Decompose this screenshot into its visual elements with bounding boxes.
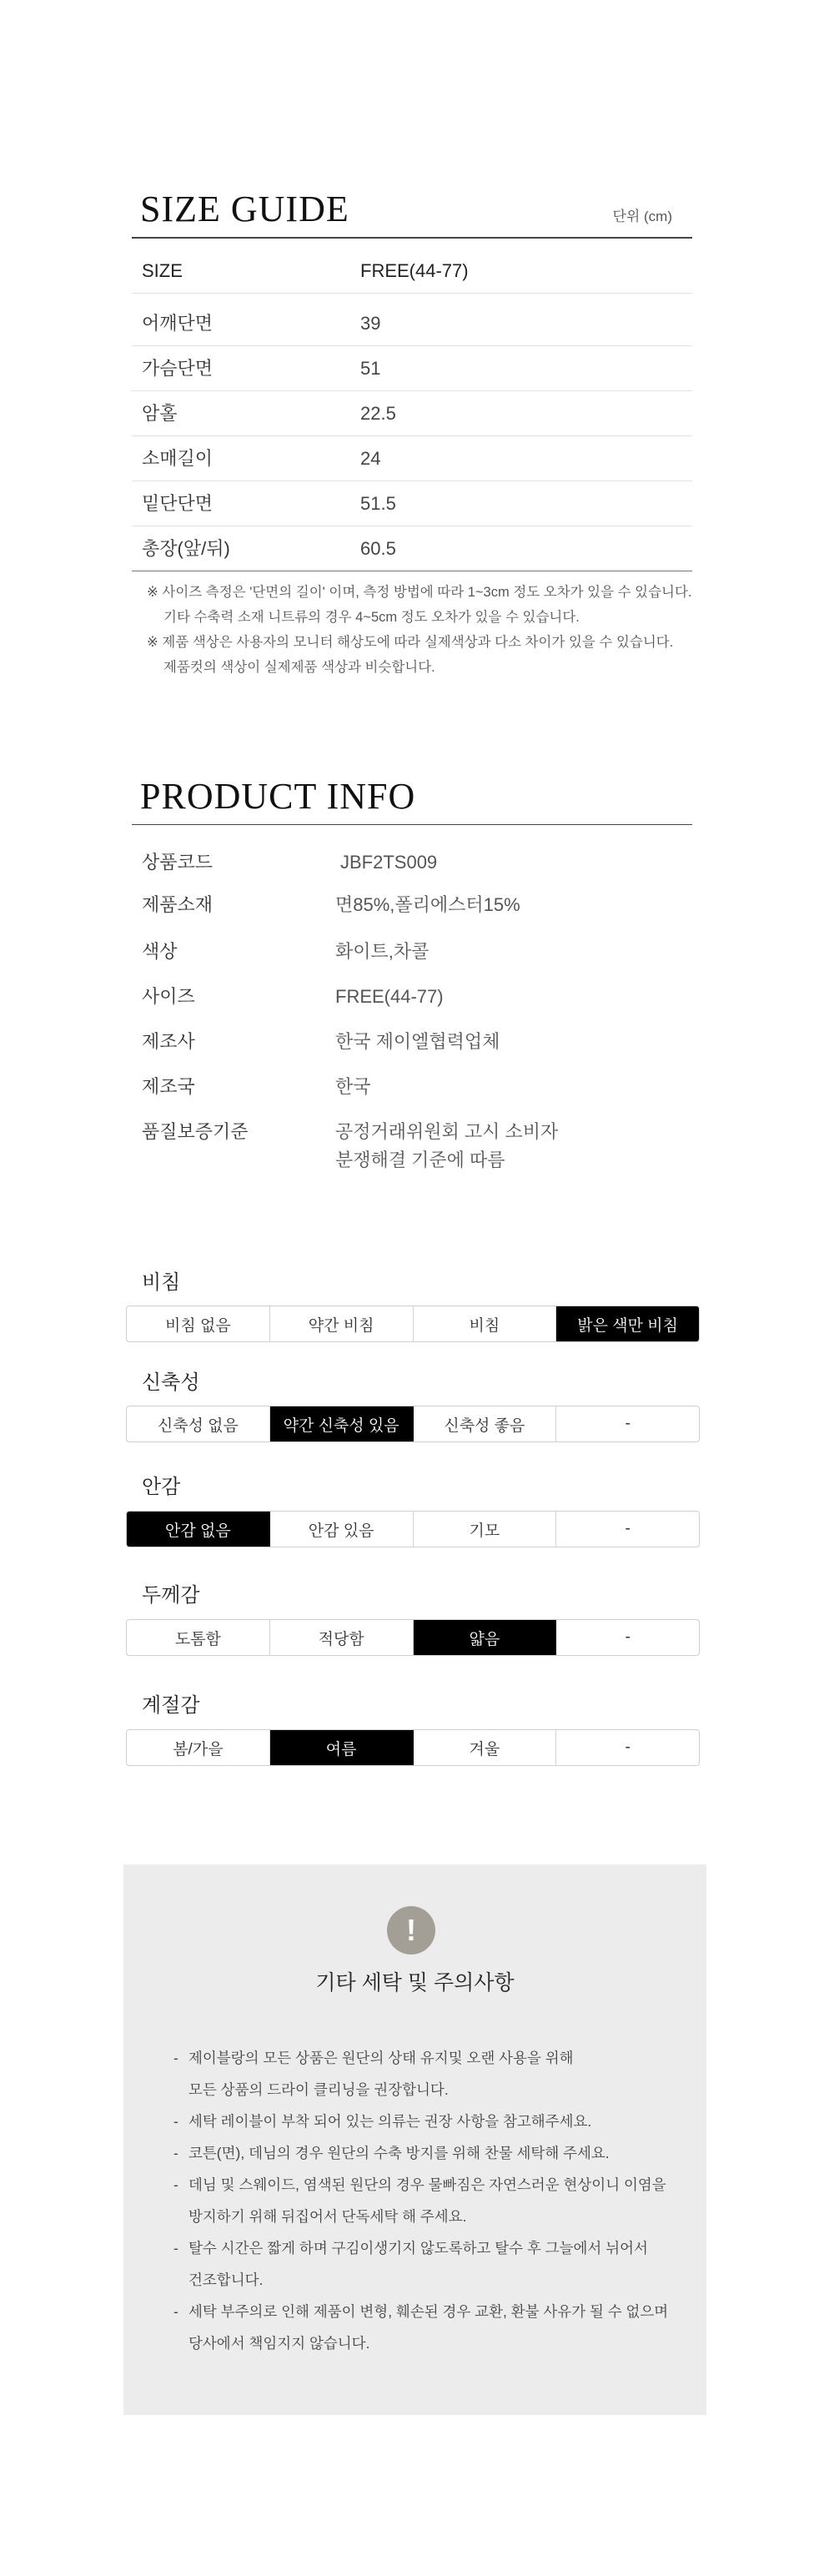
info-value — [335, 1118, 558, 1175]
table-row — [132, 301, 692, 346]
attr-option: 밝은 색만 비침 — [556, 1306, 699, 1341]
size-row-value: 22.5 — [360, 403, 396, 424]
table-row — [132, 391, 692, 436]
attr-label-sheerness: 비침 — [142, 1271, 181, 1294]
attr-option: 신축성 좋음 — [414, 1406, 557, 1441]
info-value: JBF2TS009 — [340, 852, 438, 873]
care-line: 방지하기 위해 뒤집어서 단독세탁 해 주세요. — [188, 2208, 467, 2225]
list-dash: - — [173, 2050, 178, 2066]
info-label: 제품소재 — [142, 894, 214, 915]
attr-selector-thickness — [126, 1619, 700, 1656]
size-header-value: FREE(44-77) — [360, 260, 469, 281]
care-notice-box — [123, 1864, 706, 2415]
care-line: 당사에서 책임지지 않습니다. — [188, 2335, 370, 2352]
info-label: 제조사 — [142, 1031, 195, 1052]
size-row-label: 밑단단면 — [142, 493, 214, 514]
care-line: 모든 상품의 드라이 클리닝을 권장합니다. — [188, 2081, 449, 2098]
attr-option: - — [625, 1415, 631, 1432]
table-row — [132, 526, 692, 571]
size-note: 제품컷의 색상이 실제제품 색상과 비슷합니다. — [163, 660, 435, 675]
list-item — [173, 2106, 691, 2137]
attr-option: 비침 없음 — [127, 1306, 270, 1341]
size-guide-title: SIZE GUIDE — [140, 189, 349, 229]
size-header-label: SIZE — [142, 260, 183, 281]
product-info-divider — [132, 824, 692, 825]
attr-option: 약간 비침 — [270, 1306, 414, 1341]
size-note: ※ 제품 색상은 사용자의 모니터 해상도에 따라 실제색상과 다소 차이가 있을 수 있습니다. — [147, 635, 674, 650]
list-item — [173, 2169, 691, 2232]
table-row — [132, 436, 692, 481]
list-dash: - — [173, 2113, 178, 2130]
attr-option: 도톰함 — [127, 1620, 270, 1655]
attr-option: 약간 신축성 있음 — [270, 1406, 414, 1441]
attr-option: 적당함 — [270, 1620, 414, 1655]
list-item — [173, 2296, 691, 2359]
list-dash: - — [173, 2240, 178, 2257]
size-table-header — [132, 249, 692, 294]
size-row-label: 어깨단면 — [142, 313, 214, 334]
info-value-line: 분쟁해결 기준에 따름 — [335, 1150, 505, 1170]
attr-option: 여름 — [270, 1730, 414, 1765]
attr-option: 기모 — [414, 1512, 557, 1547]
size-row-label: 총장(앞/뒤) — [142, 538, 230, 559]
table-row — [132, 346, 692, 391]
exclamation-icon: ! — [387, 1906, 435, 1955]
attr-option: - — [625, 1738, 631, 1756]
size-note: 기타 수축력 소재 니트류의 경우 4~5cm 정도 오차가 있을 수 있습니다. — [163, 610, 580, 625]
attr-label-stretch: 신축성 — [142, 1371, 200, 1394]
info-label: 제조국 — [142, 1076, 195, 1097]
info-value: 한국 — [335, 1076, 371, 1097]
size-row-label: 가슴단면 — [142, 358, 214, 379]
attr-option: 신축성 없음 — [127, 1406, 270, 1441]
list-dash: - — [173, 2176, 178, 2193]
info-label: 품질보증기준 — [142, 1121, 249, 1142]
info-value: 화이트,차콜 — [335, 941, 430, 962]
attr-option: 비침 — [414, 1306, 557, 1341]
care-line: 제이블랑의 모든 상품은 원단의 상태 유지및 오랜 사용을 위해 — [188, 2050, 574, 2066]
product-info-title: PRODUCT INFO — [140, 776, 416, 817]
list-item — [173, 2232, 691, 2296]
attr-option: - — [625, 1628, 631, 1646]
size-guide-divider — [132, 237, 692, 239]
attr-selector-lining — [126, 1511, 700, 1547]
care-line: 건조합니다. — [188, 2272, 264, 2288]
care-title: 기타 세탁 및 주의사항 — [315, 1971, 515, 1995]
table-row — [132, 481, 692, 526]
list-item — [173, 2042, 691, 2106]
info-value: 한국 제이엘협력업체 — [335, 1031, 500, 1052]
care-line: 코튼(면), 데님의 경우 원단의 수축 방지를 위해 찬물 세탁해 주세요. — [188, 2145, 610, 2161]
size-row-value: 39 — [360, 313, 381, 334]
list-item — [173, 2137, 691, 2169]
care-line: 데님 및 스웨이드, 염색된 원단의 경우 물빠짐은 자연스러운 현상이니 이염을 — [188, 2176, 666, 2193]
attr-label-season: 계절감 — [142, 1694, 200, 1717]
size-row-value: 24 — [360, 448, 381, 469]
size-row-value: 60.5 — [360, 538, 396, 559]
attr-option: 겨울 — [414, 1730, 557, 1765]
care-line: 세탁 부주의로 인해 제품이 변형, 훼손된 경우 교환, 환불 사유가 될 수 없으며 — [188, 2303, 669, 2320]
size-note: ※ 사이즈 측정은 '단면의 길이' 이며, 측정 방법에 따라 1~3cm 정도 오차가 있을 수 있습니다. — [147, 585, 692, 600]
list-dash: - — [173, 2303, 178, 2320]
attr-option: 안감 있음 — [270, 1512, 414, 1547]
info-value-line: 공정거래위원회 고시 소비자 — [335, 1121, 559, 1142]
attr-selector-sheerness — [126, 1306, 700, 1342]
attr-option: - — [625, 1520, 631, 1537]
size-row-label: 소매길이 — [142, 448, 214, 469]
info-label: 사이즈 — [142, 986, 195, 1007]
info-label: 색상 — [142, 941, 178, 962]
size-row-value: 51 — [360, 358, 381, 379]
care-list — [173, 2042, 691, 2359]
info-value: 면85%,폴리에스터15% — [335, 894, 520, 915]
list-dash: - — [173, 2145, 178, 2161]
care-line: 세탁 레이블이 부착 되어 있는 의류는 권장 사항을 참고해주세요. — [188, 2113, 592, 2130]
attr-option: 안감 없음 — [127, 1512, 270, 1547]
attr-selector-season — [126, 1729, 700, 1766]
attr-option: 봄/가을 — [127, 1730, 270, 1765]
size-unit-label: 단위 (cm) — [612, 209, 672, 224]
attr-selector-stretch — [126, 1406, 700, 1442]
attr-option: 얇음 — [414, 1620, 557, 1655]
care-line: 탈수 시간은 짧게 하며 구김이생기지 않도록하고 탈수 후 그늘에서 뉘어서 — [188, 2240, 648, 2257]
size-row-value: 51.5 — [360, 493, 396, 514]
info-value: FREE(44-77) — [335, 986, 444, 1007]
info-label: 상품코드 — [142, 852, 214, 873]
attr-label-thickness: 두께감 — [142, 1584, 200, 1607]
size-row-label: 암홀 — [142, 403, 178, 424]
attr-label-lining: 안감 — [142, 1476, 181, 1498]
